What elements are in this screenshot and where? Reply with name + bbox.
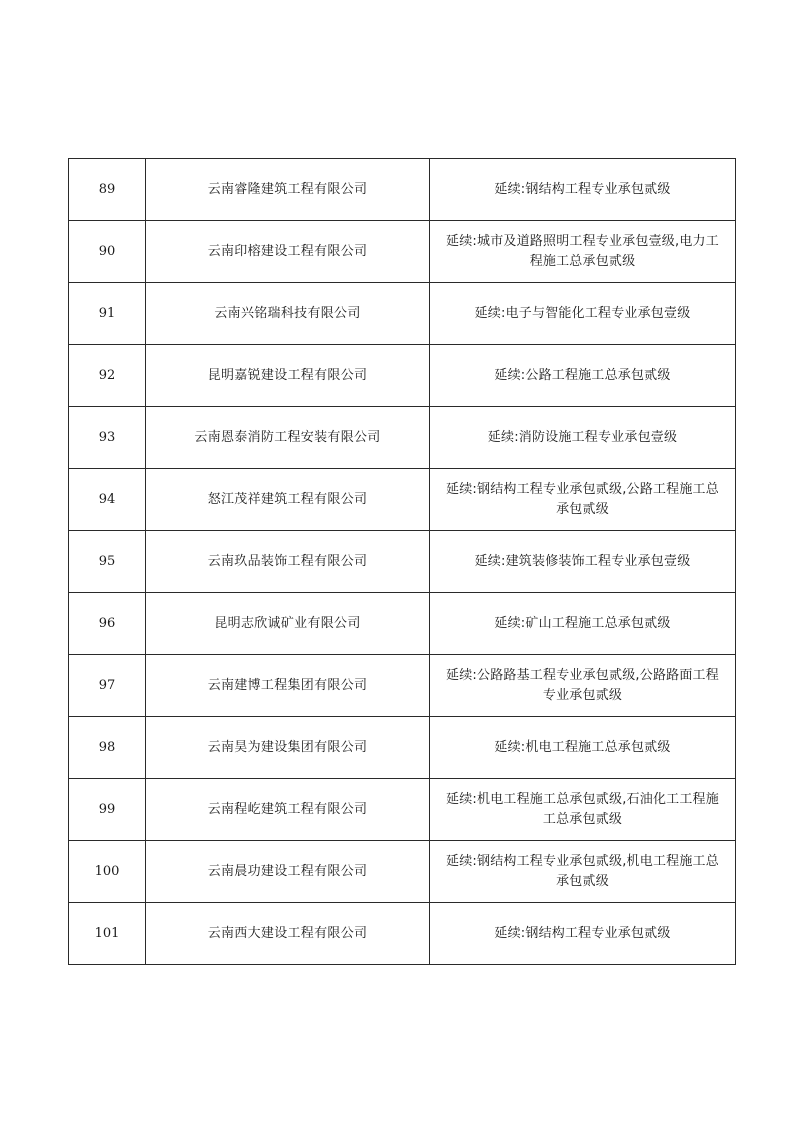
table-row — [69, 531, 736, 593]
company-name-cell: 昆明志欣诚矿业有限公司 — [146, 593, 430, 655]
row-number-cell: 96 — [69, 593, 146, 655]
row-number-cell: 93 — [69, 407, 146, 469]
company-name-cell: 云南恩泰消防工程安装有限公司 — [146, 407, 430, 469]
company-name-cell: 昆明嘉锐建设工程有限公司 — [146, 345, 430, 407]
row-number-cell: 100 — [69, 841, 146, 903]
company-name-cell: 云南睿隆建筑工程有限公司 — [146, 159, 430, 221]
row-number-cell: 94 — [69, 469, 146, 531]
company-name-cell: 云南兴铭瑞科技有限公司 — [146, 283, 430, 345]
company-name-cell: 云南昊为建设集团有限公司 — [146, 717, 430, 779]
company-name-cell: 云南西大建设工程有限公司 — [146, 903, 430, 965]
qualification-table — [68, 158, 736, 965]
qualification-cell: 延续:钢结构工程专业承包贰级 — [430, 159, 736, 221]
qualification-cell: 延续:钢结构工程专业承包贰级 — [430, 903, 736, 965]
row-number-cell: 90 — [69, 221, 146, 283]
qualification-cell: 延续:城市及道路照明工程专业承包壹级,电力工程施工总承包贰级 — [430, 221, 736, 283]
table-row — [69, 283, 736, 345]
table-row — [69, 407, 736, 469]
table-row — [69, 655, 736, 717]
table-row — [69, 345, 736, 407]
row-number-cell: 95 — [69, 531, 146, 593]
row-number-cell: 98 — [69, 717, 146, 779]
qualification-cell: 延续:机电工程施工总承包贰级 — [430, 717, 736, 779]
row-number-cell: 99 — [69, 779, 146, 841]
table-row — [69, 903, 736, 965]
company-name-cell: 云南印榕建设工程有限公司 — [146, 221, 430, 283]
company-name-cell: 怒江茂祥建筑工程有限公司 — [146, 469, 430, 531]
company-name-cell: 云南晨功建设工程有限公司 — [146, 841, 430, 903]
company-name-cell: 云南玖品装饰工程有限公司 — [146, 531, 430, 593]
qualification-cell: 延续:钢结构工程专业承包贰级,公路工程施工总承包贰级 — [430, 469, 736, 531]
table-row — [69, 221, 736, 283]
qualification-cell: 延续:消防设施工程专业承包壹级 — [430, 407, 736, 469]
qualification-cell: 延续:矿山工程施工总承包贰级 — [430, 593, 736, 655]
table-row — [69, 717, 736, 779]
row-number-cell: 91 — [69, 283, 146, 345]
row-number-cell: 101 — [69, 903, 146, 965]
qualification-cell: 延续:公路工程施工总承包贰级 — [430, 345, 736, 407]
table-row — [69, 841, 736, 903]
table-row — [69, 159, 736, 221]
row-number-cell: 97 — [69, 655, 146, 717]
table-body — [69, 159, 736, 965]
table-row — [69, 593, 736, 655]
company-name-cell: 云南建博工程集团有限公司 — [146, 655, 430, 717]
table-row — [69, 779, 736, 841]
qualification-cell: 延续:公路路基工程专业承包贰级,公路路面工程专业承包贰级 — [430, 655, 736, 717]
qualification-cell: 延续:电子与智能化工程专业承包壹级 — [430, 283, 736, 345]
qualification-cell: 延续:钢结构工程专业承包贰级,机电工程施工总承包贰级 — [430, 841, 736, 903]
table-row — [69, 469, 736, 531]
qualification-cell: 延续:机电工程施工总承包贰级,石油化工工程施工总承包贰级 — [430, 779, 736, 841]
row-number-cell: 89 — [69, 159, 146, 221]
company-name-cell: 云南程屹建筑工程有限公司 — [146, 779, 430, 841]
row-number-cell: 92 — [69, 345, 146, 407]
qualification-cell: 延续:建筑装修装饰工程专业承包壹级 — [430, 531, 736, 593]
